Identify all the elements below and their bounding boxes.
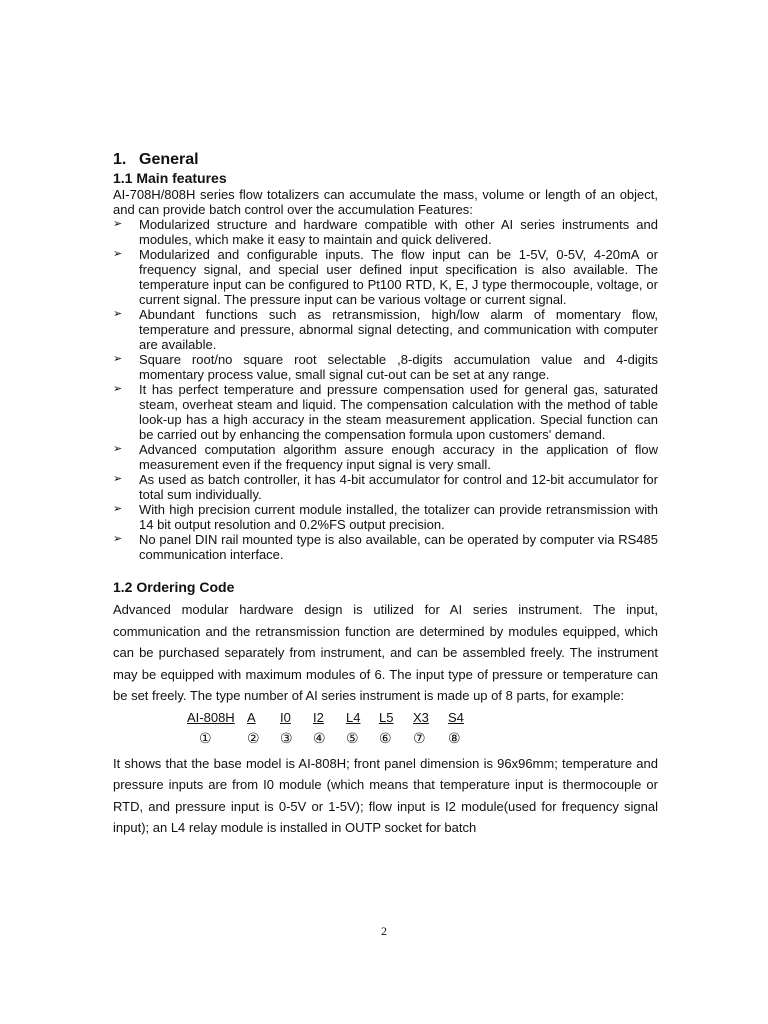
code-marker: ⑥ bbox=[379, 730, 392, 747]
feature-text: Modularized and configurable inputs. The flow input can be 1-5V, 0-5V, 4-20mA or frequency signal, and special user defined input specification is also available. The temperature input can be configured to Pt100 RTD, K, E, J type thermocouple, voltage, or current signal. The pressure input can be various voltage or current signal. bbox=[139, 247, 658, 307]
page-number: 2 bbox=[381, 924, 387, 938]
feature-item bbox=[113, 442, 658, 472]
code-marker: ⑧ bbox=[448, 730, 461, 747]
feature-text: Modularized structure and hardware compatible with other AI series instruments and modules, which make it easy to maintain and quick delivered. bbox=[139, 217, 658, 247]
code-part: I0 bbox=[280, 709, 291, 725]
code-part: A bbox=[247, 709, 256, 725]
main-features-heading: 1.1 Main features bbox=[113, 170, 227, 186]
arrow-bullet-icon: ➢ bbox=[113, 218, 123, 230]
ordering-code-paragraph: Advanced modular hardware design is utilized for AI series instrument. The input, communication and the retransmission function are determined by modules equipped, which can be purchased separately from instrument, and can be assembled freely. The instrument may be equipped with maximum modules of 6. The input type of pressure or temperature can be set freely. The type number of AI series instrument is made up of 8 parts, for example: bbox=[113, 602, 658, 703]
feature-text: It has perfect temperature and pressure compensation used for general gas, saturated steam, overheat steam and liquid. The compensation calculation with the method of table look-up has a high accuracy in the steam measurement application. Special function can be carried out by enhancing the compensation formula upon customers' demand. bbox=[139, 382, 658, 442]
arrow-bullet-icon: ➢ bbox=[113, 248, 123, 260]
page-content bbox=[113, 150, 658, 839]
arrow-bullet-icon: ➢ bbox=[113, 533, 123, 545]
arrow-bullet-icon: ➢ bbox=[113, 503, 123, 515]
code-marker: ② bbox=[247, 730, 260, 747]
ordering-code-example bbox=[187, 707, 658, 728]
feature-list bbox=[113, 217, 658, 562]
ordering-code-explanation: It shows that the base model is AI-808H; front panel dimension is 96x96mm; temperature and pressure inputs are from I0 module (which means that temperature input is thermocouple or RTD, and pressure input is 0-5V or 1-5V); flow input is I2 module(used for frequency signal input); an L4 relay module is installed in OUTP socket for batch bbox=[113, 755, 658, 835]
feature-item bbox=[113, 217, 658, 247]
arrow-bullet-icon: ➢ bbox=[113, 383, 123, 395]
feature-item bbox=[113, 307, 658, 352]
code-marker: ③ bbox=[280, 730, 293, 747]
arrow-bullet-icon: ➢ bbox=[113, 308, 123, 320]
feature-text: Square root/no square root selectable ,8-digits accumulation value and 4-digits momentary process value, small signal cut-out can be set at any range. bbox=[139, 352, 658, 382]
section-title: General bbox=[139, 151, 199, 168]
code-part: I2 bbox=[313, 709, 324, 725]
feature-text: As used as batch controller, it has 4-bit accumulator for control and 12-bit accumulator for total sum individually. bbox=[139, 472, 658, 502]
code-part: AI-808H bbox=[187, 709, 235, 725]
feature-text: With high precision current module installed, the totalizer can provide retransmission with 14 bit output resolution and 0.2%FS output precision. bbox=[139, 502, 658, 532]
feature-item bbox=[113, 502, 658, 532]
feature-item bbox=[113, 382, 658, 442]
code-part: L5 bbox=[379, 709, 394, 725]
feature-item bbox=[113, 532, 658, 562]
ordering-code-markers bbox=[187, 728, 658, 750]
feature-item bbox=[113, 352, 658, 382]
feature-item bbox=[113, 247, 658, 307]
main-features-intro: AI-708H/808H series flow totalizers can accumulate the mass, volume or length of an object, and can provide batch control over the accumulation Features: bbox=[113, 187, 658, 217]
code-marker: ⑦ bbox=[413, 730, 426, 747]
section-heading bbox=[113, 150, 658, 170]
feature-text: No panel DIN rail mounted type is also available, can be operated by computer via RS485 communication interface. bbox=[139, 532, 658, 562]
feature-item bbox=[113, 472, 658, 502]
arrow-bullet-icon: ➢ bbox=[113, 473, 123, 485]
code-part: S4 bbox=[448, 709, 464, 725]
arrow-bullet-icon: ➢ bbox=[113, 443, 123, 455]
arrow-bullet-icon: ➢ bbox=[113, 353, 123, 365]
code-part: L4 bbox=[346, 709, 361, 725]
code-part: X3 bbox=[413, 709, 429, 725]
feature-text: Advanced computation algorithm assure enough accuracy in the application of flow measurement even if the frequency input signal is very small. bbox=[139, 442, 658, 472]
code-marker: ① bbox=[199, 730, 212, 747]
code-marker: ④ bbox=[313, 730, 326, 747]
code-marker: ⑤ bbox=[346, 730, 359, 747]
feature-text: Abundant functions such as retransmission, high/low alarm of momentary flow, temperature and pressure, abnormal signal detecting, and communication with computer are available. bbox=[139, 307, 658, 352]
section-number: 1. bbox=[113, 151, 127, 168]
ordering-code-heading: 1.2 Ordering Code bbox=[113, 579, 235, 595]
